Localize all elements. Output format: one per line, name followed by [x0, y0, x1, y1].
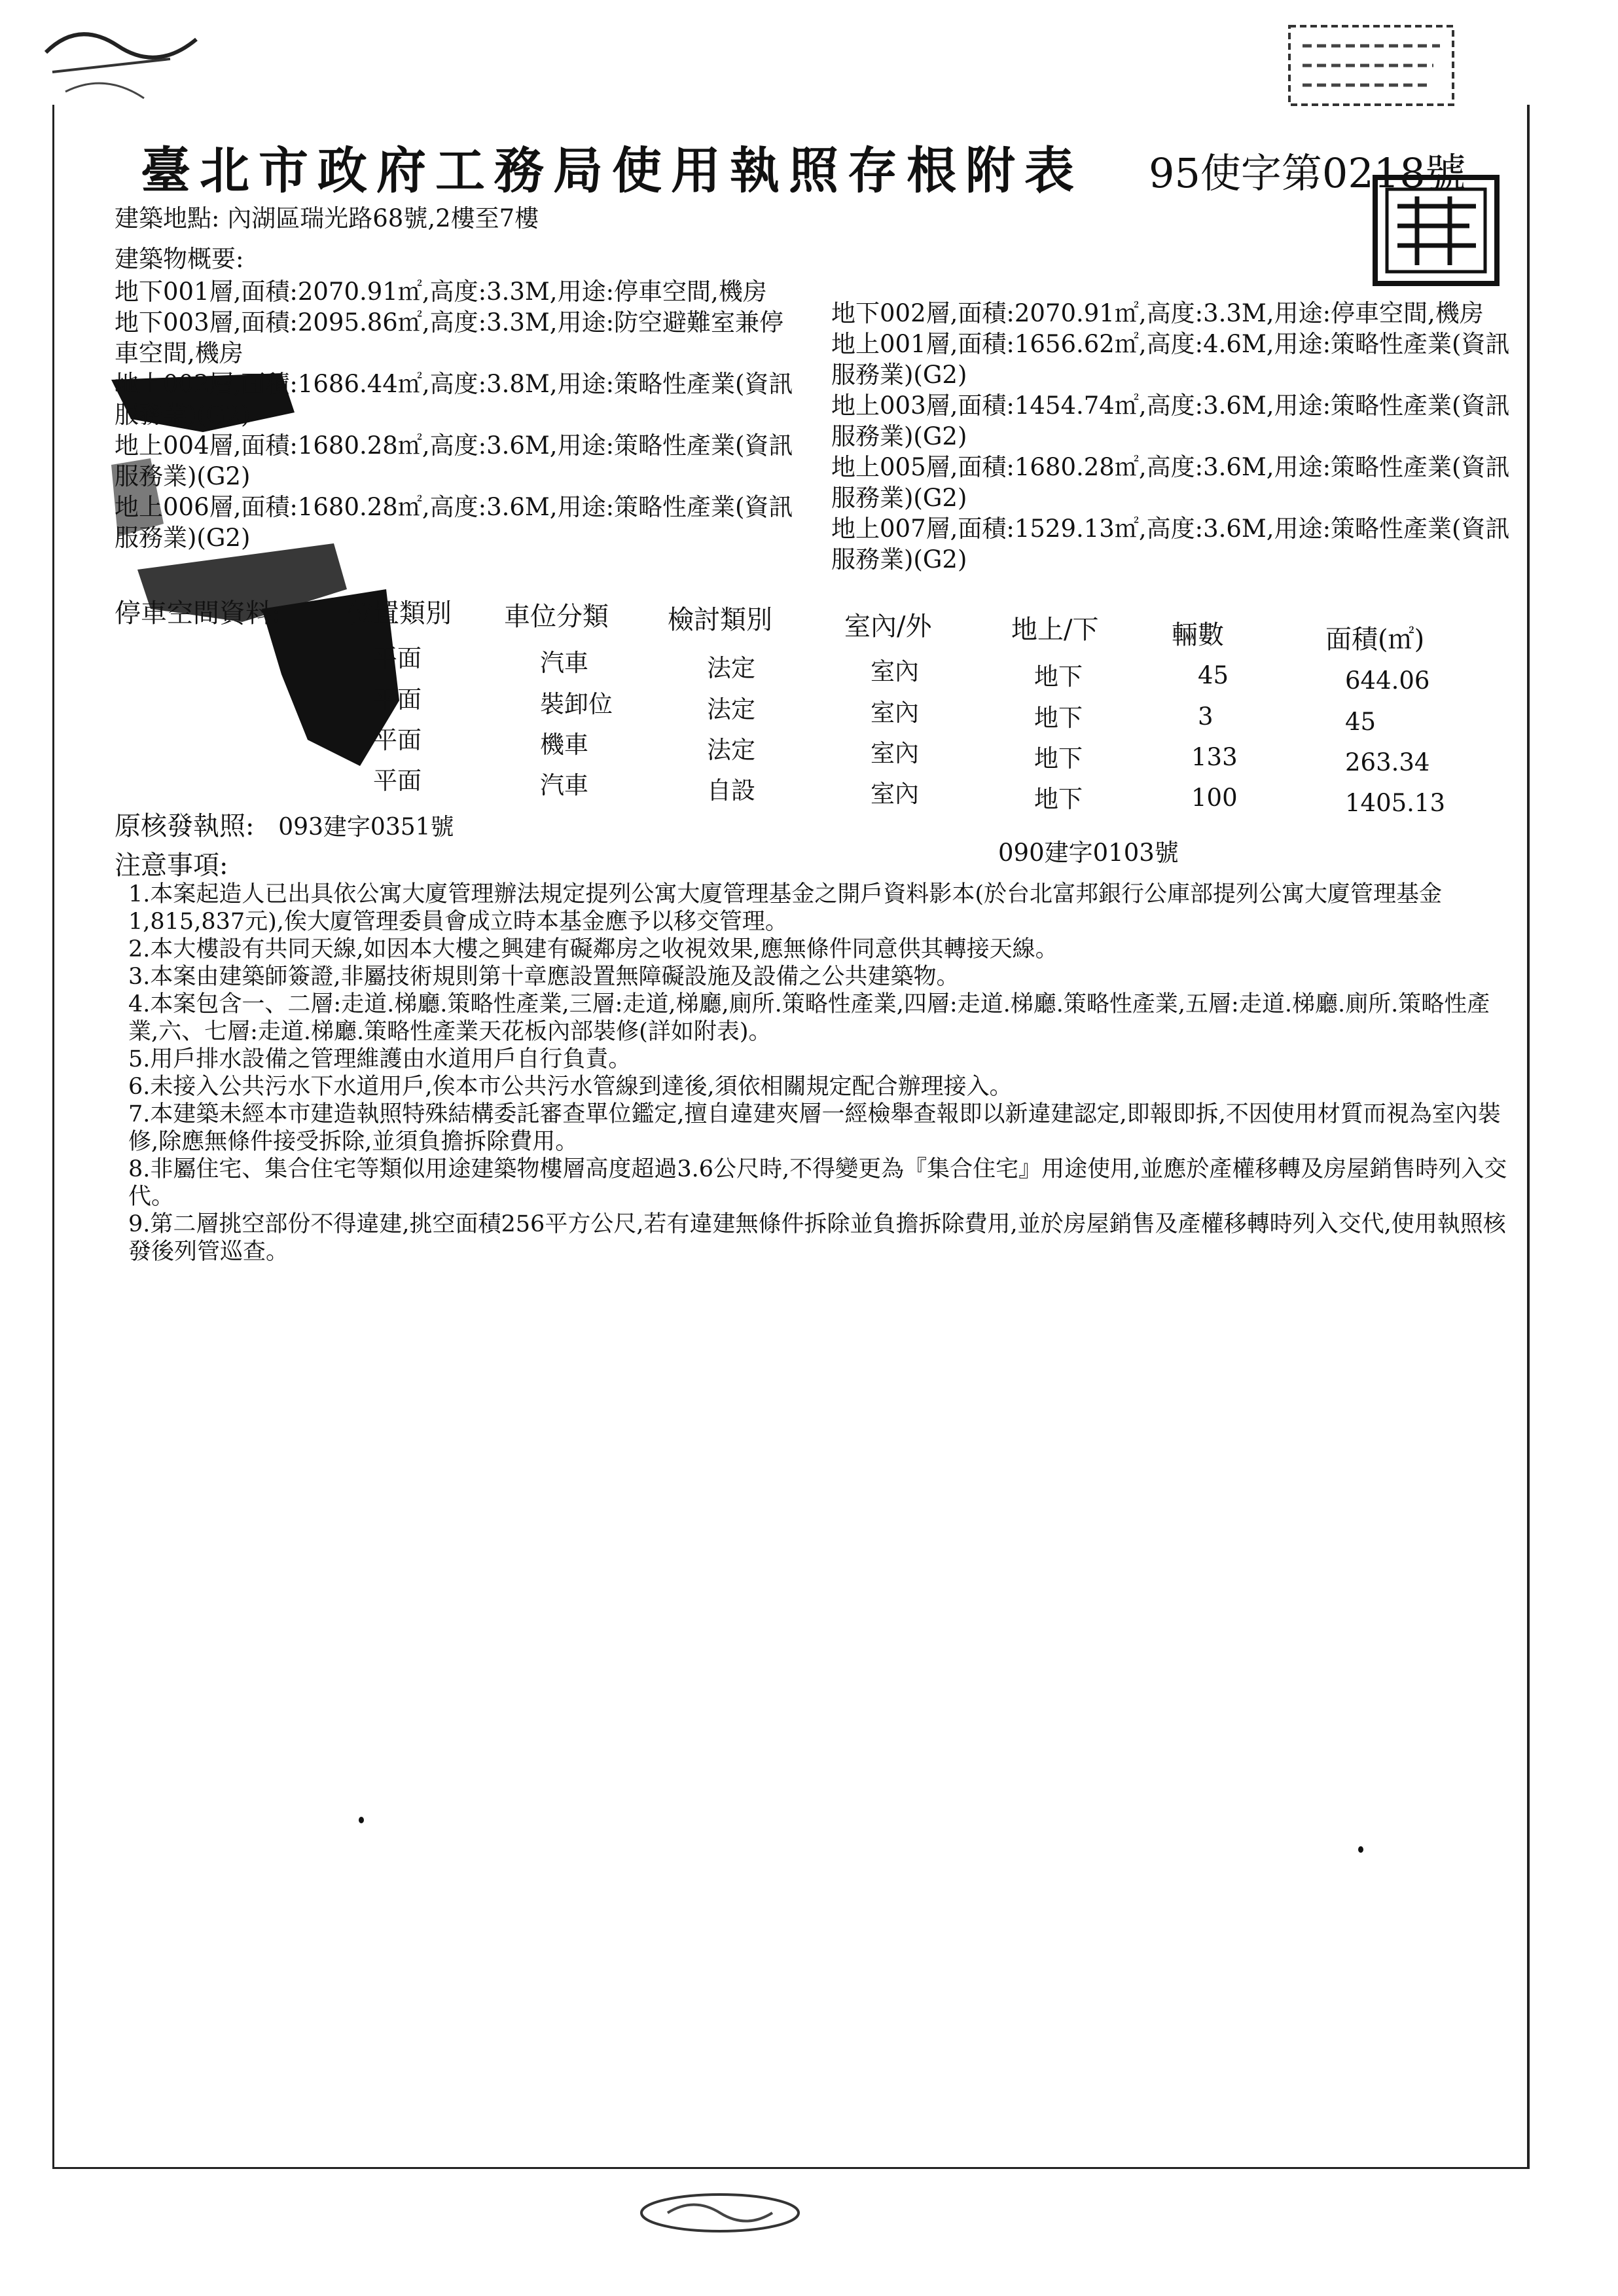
parking-cell: 平面 [373, 644, 422, 672]
original-permit-label: 原核發執照: [115, 811, 255, 841]
parking-header-area: 面積(㎡) [1325, 625, 1425, 655]
parking-cell: 3 [1198, 702, 1214, 731]
parking-cell: 室內 [871, 780, 919, 808]
parking-cell: 法定 [707, 654, 755, 682]
parking-header-indoor: 室內/外 [844, 611, 932, 642]
note-item: 1.本案起造人已出具依公寓大廈管理辦法規定提列公寓大廈管理基金之開戶資料影本(於台北富邦銀行公庫部提列公寓大廈管理基金1,815,837元),俟大廈管理委員會成立時本基金應予以移交管理。 [128, 881, 1443, 935]
overview-line: 服務業)(G2) [115, 524, 251, 552]
overview-line: 地上005層,面積:1680.28㎡,高度:3.6M,用途:策略性產業(資訊 [831, 453, 1510, 481]
parking-cell: 裝卸位 [540, 690, 613, 718]
parking-cell: 地下 [1034, 744, 1083, 773]
parking-header-review-type: 檢討類別 [668, 605, 772, 635]
overview-line: 地上006層,面積:1680.28㎡,高度:3.6M,用途:策略性產業(資訊 [115, 493, 793, 521]
parking-cell: 133 [1191, 743, 1238, 771]
overview-line: 服務業)(G2) [831, 422, 967, 450]
parking-cell: 機車 [540, 731, 588, 759]
note-item: 2.本大樓設有共同天線,如因本大樓之興建有礙鄰房之收視效果,應無條件同意供其轉接天線。 [128, 936, 1058, 962]
overview-line: 服務業)(G2) [831, 545, 967, 574]
bottom-page-mark [628, 2187, 812, 2239]
parking-cell: 100 [1191, 784, 1238, 812]
parking-cell: 644.06 [1345, 666, 1430, 695]
parking-cell: 平面 [373, 685, 422, 714]
overview-line: 服務業)(G2) [115, 462, 251, 490]
parking-header-location: 位置類別 [347, 598, 452, 629]
parking-cell: 自設 [707, 776, 755, 805]
parking-cell: 263.34 [1345, 748, 1430, 776]
original-permit-second: 090建字0103號 [998, 839, 1179, 867]
parking-cell: 平面 [373, 767, 422, 795]
parking-cell: 汽車 [540, 771, 588, 799]
note-item: 7.本建築未經本市建造執照特殊結構委託審查單位鑑定,擅自違建夾層一經檢舉查報即以新違建認定,即報即拆,不因使用材質而視為室內裝修,除應無條件接受拆除,並須負擔拆除費用。 [128, 1101, 1501, 1155]
overview-line: 地上003層,面積:1454.74㎡,高度:3.6M,用途:策略性產業(資訊 [831, 392, 1510, 420]
parking-cell: 平面 [373, 726, 422, 754]
top-right-stamp [1283, 20, 1473, 118]
document-title: 臺北市政府工務局使用執照存根附表 [141, 141, 1083, 200]
parking-cell: 室內 [871, 699, 919, 727]
parking-header-level: 地上/下 [1011, 615, 1099, 645]
parking-cell: 地下 [1034, 785, 1083, 813]
note-item: 4.本案包含一、二層:走道.梯廳.策略性產業,三層:走道,梯廳,廁所.策略性產業,四層:走道.梯廳.策略性產業,五層:走道.梯廳.廁所.策略性產業,六、七層:走道.梯廳.策略性產業天花板內部裝修(詳如附表)。 [128, 991, 1490, 1045]
overview-label: 建築物概要: [115, 245, 244, 273]
overview-line: 地上004層,面積:1680.28㎡,高度:3.6M,用途:策略性產業(資訊 [115, 431, 793, 460]
overview-left-column [115, 276, 793, 553]
note-item: 6.未接入公共污水下水道用戶,俟本市公共污水管線到達後,須依相關規定配合辦理接入。 [128, 1074, 1013, 1100]
parking-cell: 地下 [1034, 663, 1083, 691]
location-value: 內湖區瑞光路68號,2樓至7樓 [227, 204, 539, 232]
note-item: 8.非屬住宅、集合住宅等類似用途建築物樓層高度超過3.6公尺時,不得變更為『集合住宅』用途使用,並應於產權移轉及房屋銷售時列入交代。 [128, 1156, 1507, 1210]
parking-cell: 室內 [871, 657, 919, 685]
note-item: 5.用戶排水設備之管理維護由水道用戶自行負責。 [128, 1046, 632, 1072]
note-item: 3.本案由建築師簽證,非屬技術規則第十章應設置無障礙設施及設備之公共建築物。 [128, 964, 960, 990]
parking-cell: 室內 [871, 739, 919, 767]
notes-list [128, 881, 1509, 1266]
permit-number: 95使字第0218號 [1149, 149, 1466, 197]
parking-cell: 45 [1198, 661, 1229, 689]
overview-right-column [831, 298, 1509, 575]
parking-cell: 法定 [707, 736, 755, 764]
parking-cell: 45 [1345, 708, 1376, 736]
parking-cell: 法定 [707, 695, 755, 723]
overview-line: 地上002層,面積:1686.44㎡,高度:3.8M,用途:策略性產業(資訊 [115, 370, 793, 398]
location-line [115, 203, 539, 234]
location-label: 建築地點: [115, 204, 220, 232]
parking-cell: 汽車 [540, 649, 588, 677]
parking-header-space-type: 車位分類 [504, 602, 609, 632]
overview-line: 地上007層,面積:1529.13㎡,高度:3.6M,用途:策略性產業(資訊 [831, 515, 1510, 543]
original-permit-value: 093建字0351號 [278, 814, 454, 841]
note-item: 9.第二層挑空部份不得違建,挑空面積256平方公尺,若有違建無條件拆除並負擔拆除費用,並於房屋銷售及產權移轉時列入交代,使用執照核發後列管巡查。 [128, 1211, 1506, 1265]
overview-line: 車空間,機房 [115, 339, 243, 367]
parking-cell: 地下 [1034, 704, 1083, 732]
parking-cell: 1405.13 [1345, 789, 1446, 817]
parking-header-count: 輛數 [1172, 620, 1224, 650]
overview-line: 地下002層,面積:2070.91㎡,高度:3.3M,用途:停車空間,機房 [831, 299, 1484, 327]
notes-label: 注意事項: [115, 850, 228, 881]
overview-line: 服務業)(G2) [831, 484, 967, 512]
overview-line: 服務業)(G2) [831, 361, 967, 389]
parking-label: 停車空間資料: [115, 598, 281, 629]
original-permit-line [115, 805, 454, 843]
overview-line: 地下003層,面積:2095.86㎡,高度:3.3M,用途:防空避難室兼停 [115, 308, 784, 337]
overview-line: 地下001層,面積:2070.91㎡,高度:3.3M,用途:停車空間,機房 [115, 278, 767, 306]
overview-line: 地上001層,面積:1656.62㎡,高度:4.6M,用途:策略性產業(資訊 [831, 330, 1510, 358]
overview-line: 服務業)(G2) [115, 401, 251, 429]
